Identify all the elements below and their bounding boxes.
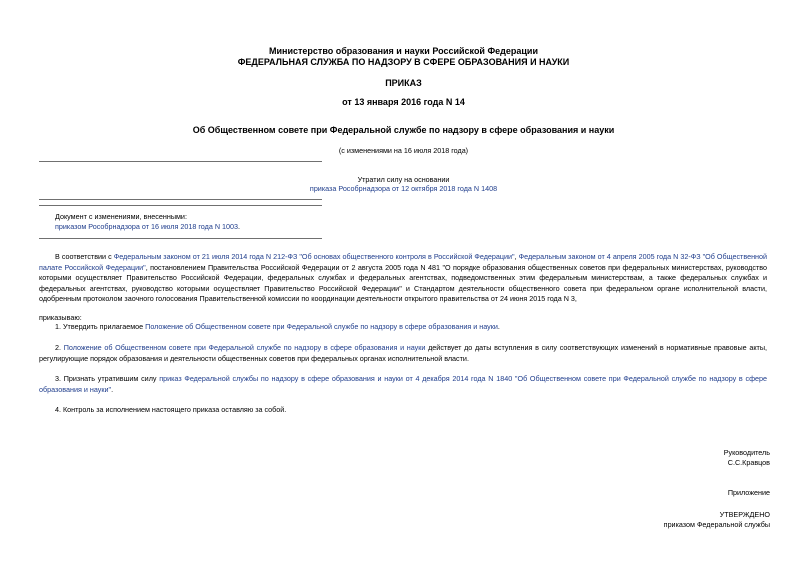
regulation-link[interactable]: Положение об Общественном совете при Федеральной службе по надзору в сфере образования и науки [145, 322, 498, 331]
ministry-heading: Министерство образования и науки Российской Федерации [269, 46, 538, 56]
approved-label: УТВЕРЖДЕНО [719, 510, 770, 519]
order-1840-link[interactable]: приказ Федеральной службы по надзору в сфере образования и науки от 4 декабря 2014 года N 1840 "Об Общественном совете при Федеральной службе по надзору в сфере образования и науки" [39, 374, 767, 394]
approved-by-order: приказом Федеральной службы [663, 520, 770, 529]
item-1-text: 1. Утвердить прилагаемое [55, 322, 146, 331]
order-word: приказываю: [39, 313, 82, 322]
item-3-text: . [111, 384, 114, 394]
document-title: Об Общественном совете при Федеральной службе по надзору в сфере образования и науки [192, 125, 615, 135]
divider [39, 238, 322, 239]
item-2-text: действует до даты вступления в силу соответствующих изменений в нормативные правовые акты, регулирующие порядок образования и деятельности общественных советов при федеральных органах исполнительной власти. [39, 343, 768, 363]
item-1 [39, 322, 767, 333]
service-heading: ФЕДЕРАЛЬНАЯ СЛУЖБА ПО НАДЗОРУ В СФЕРЕ ОБРАЗОВАНИЯ И НАУКИ [237, 57, 570, 67]
divider [39, 205, 322, 206]
preamble-text: В соответствии с [55, 252, 114, 261]
revision-note: (с изменениями на 16 июля 2018 года) [338, 146, 469, 155]
divider [39, 161, 322, 162]
doc-type-heading: ПРИКАЗ [385, 78, 422, 88]
law-212-link[interactable]: Федеральным законом от 21 июля 2014 года N 212-ФЗ "Об основах общественного контроля в Российской Федерации" [113, 252, 515, 261]
appendix-label: Приложение [727, 488, 770, 497]
law-32-link[interactable]: Федеральным законом от 4 апреля 2005 года N 32-ФЗ "Об Общественной палате Российской Федерации" [39, 252, 768, 272]
preamble-paragraph [39, 252, 767, 305]
item-1-text: . [497, 322, 500, 331]
changes-suffix: . [238, 222, 241, 231]
item-2-text: 2. [55, 343, 64, 352]
changes-line [55, 222, 240, 232]
preamble-text: , постановлением Правительства Российской Федерации от 2 августа 2005 года N 481 "О порядке образования общественных советов при федеральных министерствах, руководство которыми осуществляет Правительство Российской Федерации, федеральных службах и федеральных агентствах, подведомственных этим федеральным министерствам, а также федеральных службах и федеральных агентствах, руководство которыми осуществляет Правительство Российской Федерации" и Стандартом деятельности общественного совета при федеральном органе исполнительной власти, одобренным протоколом заочного голосования Правительственной комиссии по координации деятельности открытого правительства от 24 июня 2015 года N 3, [39, 262, 767, 304]
item-3 [39, 374, 767, 395]
date-number: от 13 января 2016 года N 14 [342, 97, 465, 107]
regulation-link[interactable]: Положение об Общественном совете при Федеральной службе по надзору в сфере образования и науки [63, 343, 426, 352]
item-2 [39, 343, 767, 364]
signature-role: Руководитель [723, 448, 770, 457]
item-4: 4. Контроль за исполнением настоящего приказа оставляю за собой. [55, 405, 287, 414]
item-3-text: 3. Признать утратившим силу [55, 374, 160, 383]
changes-label: Документ с изменениями, внесенными: [55, 212, 187, 221]
signature-name: С.С.Кравцов [727, 458, 770, 467]
divider [39, 199, 322, 200]
lost-force-link[interactable]: приказа Рособрнадзора от 12 октября 2018 года N 1408 [309, 184, 498, 193]
lost-force-label: Утратил силу на основании [357, 175, 450, 184]
changes-link[interactable]: приказом Рособрнадзора от 16 июля 2018 года N 1003 [55, 222, 239, 231]
preamble-text: , [514, 252, 519, 261]
